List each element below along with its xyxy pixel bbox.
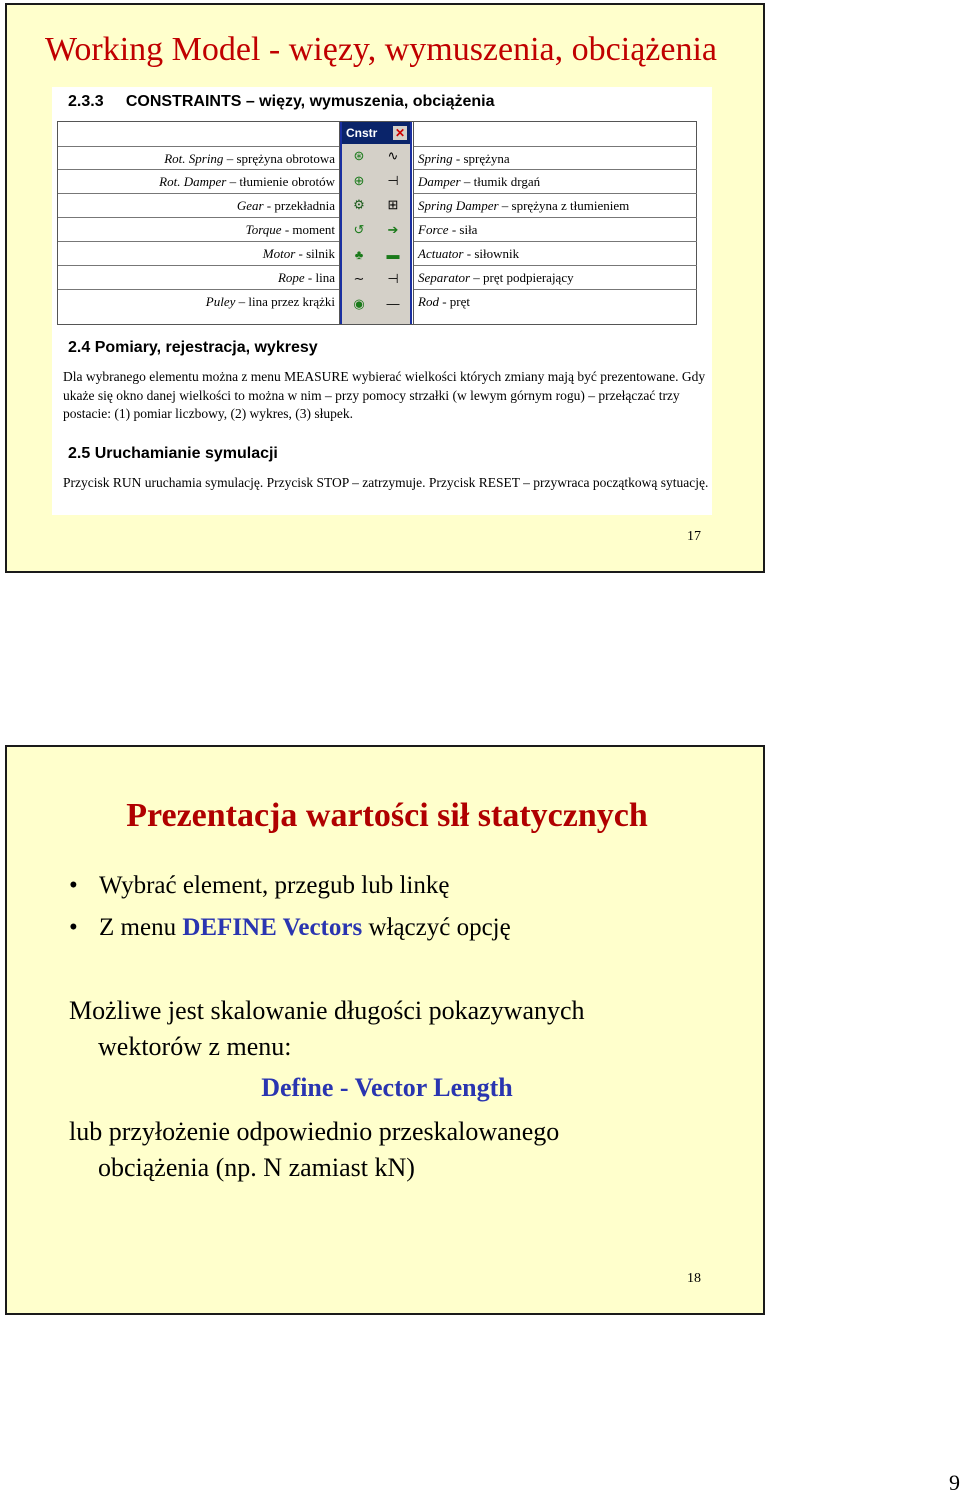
heading-text: CONSTRAINTS – więzy, wymuszenia, obciążenia xyxy=(125,93,495,110)
close-icon[interactable]: ✕ xyxy=(394,126,406,140)
table-row: Spring - sprężyna xyxy=(414,146,697,170)
bullet-list xyxy=(69,865,511,949)
pulley-icon[interactable]: ◉ xyxy=(353,295,365,311)
load-paragraph: lub przyłożenie odpowiednio przeskalowanego obciążenia (np. N zamiast kN) xyxy=(69,1117,560,1182)
section-2-4-text: Dla wybranego elementu można z menu MEASURE wybierać wielkości których zmiany mają być prezentowane. Gdy ukaże się okno danej wielkości to można w nim – przy pomocy strzałki (w lewym górnym rogu) – przełączać trzy postacie: (1) pomiar liczbowy, (2) wykres, (3) słupek. xyxy=(63,369,706,421)
slide-18 xyxy=(5,745,765,1315)
spring-icon[interactable]: ∿ xyxy=(387,148,399,164)
section-2-5-title: 2.5 Uruchamianie symulacji xyxy=(68,445,278,462)
manual-excerpt-image xyxy=(52,87,712,515)
table-row: Spring Damper – sprężyna z tłumieniem xyxy=(414,194,697,218)
table-row: Gear - przekładnia xyxy=(58,194,339,218)
table-row: Rot. Spring – sprężyna obrotowa xyxy=(58,146,339,170)
constraints-table xyxy=(57,121,697,325)
torque-icon[interactable]: ↺ xyxy=(353,222,365,238)
palette-title: Cnstr xyxy=(346,126,378,140)
table-row: Force - siła xyxy=(414,218,697,242)
list-item: • Z menu DEFINE Vectors włączyć opcję xyxy=(69,907,511,949)
gear-icon[interactable]: ⚙ xyxy=(353,197,365,213)
slide-title: Working Model - więzy, wymuszenia, obciążenia xyxy=(45,31,717,68)
palette-titlebar xyxy=(342,122,410,144)
table-row: Damper – tłumik drgań xyxy=(414,170,697,194)
bullet-icon: • xyxy=(69,914,78,941)
table-row: Motor - silnik xyxy=(58,242,339,266)
menu-path: Define - Vector Length xyxy=(261,1073,513,1102)
list-item: • Wybrać element, przegub lub linkę xyxy=(69,865,511,907)
constraints-heading xyxy=(68,93,495,111)
left-column xyxy=(58,122,340,324)
table-row: Rod - pręt xyxy=(418,294,470,309)
rope-icon[interactable]: ∼ xyxy=(353,271,365,287)
damper-icon[interactable]: ⊣ xyxy=(387,172,399,188)
scaling-paragraph: Możliwe jest skalowanie długości pokazywanych wektorów z menu: xyxy=(69,996,585,1061)
slide-number: 18 xyxy=(687,1271,701,1286)
table-row: Rope - lina xyxy=(58,266,339,290)
rod-icon[interactable]: — xyxy=(386,295,400,311)
rot-spring-icon[interactable]: ⊛ xyxy=(353,148,365,164)
force-icon[interactable]: ➔ xyxy=(387,222,399,238)
table-row: Actuator - siłownik xyxy=(414,242,697,266)
slide-title: Prezentacja wartości sił statycznych xyxy=(126,797,648,834)
menu-reference: DEFINE Vectors xyxy=(182,914,363,941)
table-row: Separator – pręt podpierający xyxy=(414,266,697,290)
page-number: 9 xyxy=(949,1470,960,1495)
section-2-4-title: 2.4 Pomiary, rejestracja, wykresy xyxy=(68,339,318,356)
slide-number: 17 xyxy=(687,529,701,544)
section-2-5-text: Przycisk RUN uruchamia symulację. Przycisk STOP – zatrzymuje. Przycisk RESET – przywraca początkową sytuację. xyxy=(63,475,709,490)
actuator-icon[interactable]: ▬ xyxy=(386,246,400,262)
spring-damper-icon[interactable]: ⊞ xyxy=(387,197,399,213)
table-row: Rot. Damper – tłumienie obrotów xyxy=(58,170,339,194)
heading-number: 2.3.3 xyxy=(68,93,104,110)
rot-damper-icon[interactable]: ⊕ xyxy=(353,172,365,188)
slide-17 xyxy=(5,3,765,573)
constraints-palette xyxy=(340,122,412,324)
right-column xyxy=(413,122,697,324)
table-row: Puley – lina przez krążki xyxy=(205,294,335,309)
motor-icon[interactable]: ♣ xyxy=(354,246,364,262)
table-row: Torque - moment xyxy=(58,218,339,242)
bullet-icon: • xyxy=(69,872,78,899)
separator-icon[interactable]: ⊣ xyxy=(387,271,399,287)
